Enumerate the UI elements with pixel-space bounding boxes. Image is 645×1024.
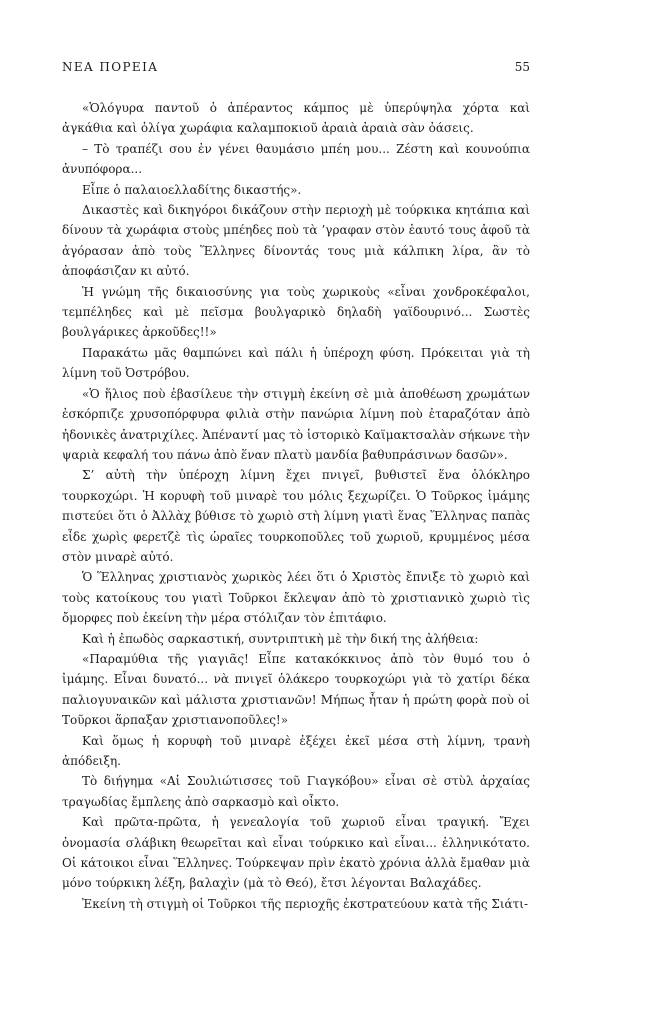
paragraph: Καὶ ὅμως ἡ κορυφὴ τοῦ μιναρὲ ἐξέχει ἐκεῖ μέσα στὴ λίμνη, τρανὴ ἀπόδειξη. (62, 733, 530, 768)
paragraph: «Ὁ ἥλιος ποὺ ἐβασίλευε τὴν στιγμὴ ἐκείνη σὲ μιὰ ἀποθέωση χρωμάτων ἐσκόρπιζε χρυσοπόρφυρα φιλιὰ στὴν πανώρια λίμνη ποὺ ἐταραζόταν ἀπὸ ἠδονικὲς ἀνατριχίλες. Ἀπέναντί μας τὸ ἱστορικὸ Καϊμακτσαλὰν σήκωνε τὴν ψαριὰ κεφαλή του πάνω ἀπὸ ἕναν πλατὺ μανδία βαθυπράσινων δασῶν». (62, 386, 530, 462)
page-number: 55 (514, 60, 530, 74)
paragraph: – Τὸ τραπέζι σου ἐν γένει θαυμάσιο μπέη μου... Ζέστη καὶ κουνούπια ἀνυπόφορα... (62, 141, 530, 177)
body-text (62, 98, 530, 914)
paragraph: «Ὁλόγυρα παντοῦ ὁ ἀπέραντος κάμπος μὲ ὑπερύψηλα χόρτα καὶ ἀγκάθια καὶ ὀλίγα χωράφια καλαμποκιοῦ ἀραιὰ ἀραιὰ σὰν ὀάσεις. (62, 101, 530, 136)
page-header (62, 60, 530, 78)
paragraph: Καὶ πρῶτα-πρῶτα, ἡ γενεαλογία τοῦ χωριοῦ εἶναι τραγική. Ἔχει ὀνομασία σλάβικη θεωρεῖται καὶ εἶναι τούρκικο καὶ εἶναι... ἑλληνικότατο. Οἱ κάτοικοι εἶναι Ἕλληνες. Τούρκεψαν πρὶν ἑκατὸ χρόνια ἀλλὰ ἔμαθαν μιὰ μόνο τούρκικη λέξη, βαλαχὶν (μὰ τὸ Θεό), ἔτσι λέγονται Βαλαχάδες. (62, 815, 530, 891)
paragraph: Δικαστὲς καὶ δικηγόροι δικάζουν στὴν περιοχὴ μὲ τούρκικα κητάπια καὶ δίνουν τὰ χωράφια στοὺς μπέηδες ποὺ τὰ ’γραφαν στὸν ἑαυτό τους ἀφοῦ τὰ ἀγόρασαν ἀπὸ τοὺς Ἕλληνες δίνοντάς τους μιὰ κάλπικη λίρα, ἂν τὸ ἀποφάσιζαν κι αὐτό. (62, 203, 530, 279)
paragraph: Ἐκείνη τὴ στιγμὴ οἱ Τοῦρκοι τῆς περιοχῆς ἐκστρατεύουν κατὰ τῆς Σιάτι- (82, 896, 529, 911)
running-title: ΝΕΑ ΠΟΡΕΙΑ (62, 60, 159, 74)
paragraph: Ἡ γνώμη τῆς δικαιοσύνης για τοὺς χωρικοὺς «εἶναι χονδροκέφαλοι, τεμπέληδες καὶ μὲ πεῖσμα βουλγαρικὸ δηλαδὴ γαϊδουρινό... Σωστὲς βουλγάρικες ἀρκοῦδες!!» (62, 284, 530, 340)
paragraph: Ὁ Ἕλληνας χριστιανὸς χωρικὸς λέει ὅτι ὁ Χριστὸς ἔπνιξε τὸ χωριὸ καὶ τοὺς κατοίκους του γιατὶ Τοῦρκοι ἔκλεψαν ἀπὸ τὸ χριστιανικὸ χωριὸ τὶς ὄμορφες ποὺ ἐκείνη τὴν μέρα στόλιζαν τὸν ἐπιτάφιο. (62, 570, 530, 626)
paragraph: «Παραμύθια τῆς γιαγιᾶς! Εἶπε κατακόκκινος ἀπὸ τὸν θυμό του ὁ ἰμάμης. Εἶναι δυνατό... νὰ πνιγεῖ ὁλάκερο τουρκοχώρι γιὰ τὸ χατίρι δέκα παλιογυναικῶν καὶ μάλιστα χριστιανῶν! Μήπως ἦταν ἡ πρώτη φορὰ ποὺ οἱ Τοῦρκοι ἅρπαξαν χριστιανοποῦλες!» (62, 651, 530, 728)
paragraph: Εἶπε ὁ παλαιοελλαδίτης δικαστής». (82, 182, 302, 197)
paragraph: Σ’ αὐτὴ τὴν ὑπέροχη λίμνη ἔχει πνιγεῖ, βυθιστεῖ ἕνα ὁλόκληρο τουρκοχώρι. Ἡ κορυφὴ τοῦ μιναρὲ του μόλις ξεχωρίζει. Ὁ Τοῦρκος ἰμάμης πιστεύει ὅτι ὁ Ἀλλὰχ βύθισε τὸ χωριὸ στὴ λίμνη γιατὶ ἕνας Ἕλληνας παπὰς εἶδε χωρὶς φερετζὲ τὶς ὡραῖες τουρκοποῦλες τοῦ χωριοῦ, κρυμμένος μέσα στὸν μιναρὲ αὐτό. (62, 468, 530, 564)
paragraph: Καὶ ἡ ἐπωδὸς σαρκαστική, συντριπτικὴ μὲ τὴν δική της ἀλήθεια: (82, 631, 479, 646)
paragraph: Παρακάτω μᾶς θαμπώνει καὶ πάλι ἡ ὑπέροχη φύση. Πρόκειται γιὰ τὴ λίμνη τοῦ Ὀστρόβου. (62, 345, 530, 381)
paragraph: Τὸ διήγημα «Αἱ Σουλιώτισσες τοῦ Γιαγκόβου» εἶναι σὲ στὺλ ἀρχαίας τραγωδίας ἔμπλεης ἀπὸ σαρκασμὸ καὶ οἶκτο. (62, 774, 530, 809)
